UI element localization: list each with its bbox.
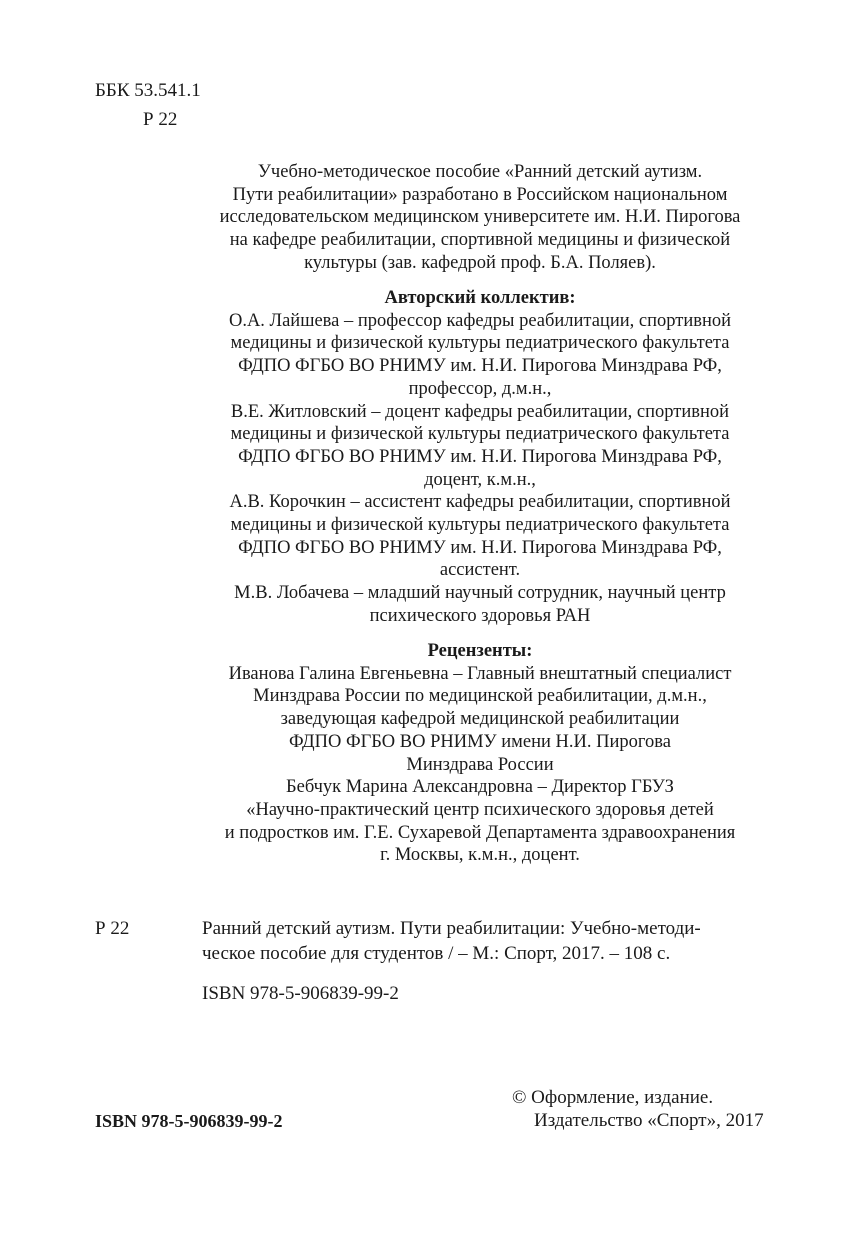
author-line: психического здоровья РАН xyxy=(369,605,591,626)
authors-heading: Авторский коллектив: xyxy=(384,288,576,308)
reviewer-line: Минздрава России xyxy=(406,754,554,775)
intro-line: исследовательском медицинском университете им. Н.И. Пирогова xyxy=(219,207,741,228)
author-line: М.В. Лобачева – младший научный сотрудник, научный центр xyxy=(234,583,726,604)
catalog-code: Р 22 xyxy=(95,918,130,939)
catalog-description-line: Ранний детский аутизм. Пути реабилитации: Учебно-методи- xyxy=(202,918,701,939)
author-line: В.Е. Житловский – доцент кафедры реабилитации, спортивной xyxy=(230,401,730,422)
footer-isbn: ISBN 978-5-906839-99-2 xyxy=(95,1111,283,1131)
author-line: медицины и физической культуры педиатрического факультета xyxy=(230,333,730,354)
author-line: О.А. Лайшева – профессор кафедры реабилитации, спортивной xyxy=(228,310,732,331)
author-sign-code: Р 22 xyxy=(143,109,178,130)
catalog-description-line: ческое пособие для студентов / – М.: Спорт, 2017. – 108 с. xyxy=(202,943,671,964)
copyright-line: © Оформление, издание. xyxy=(512,1087,714,1108)
reviewer-line: г. Москвы, к.м.н., доцент. xyxy=(380,845,580,866)
author-line: ФДПО ФГБО ВО РНИМУ им. Н.И. Пирогова Минздрава РФ, xyxy=(238,356,722,377)
reviewer-line: «Научно-практический центр психического здоровья детей xyxy=(246,799,714,820)
bbk-code: ББК 53.541.1 xyxy=(95,80,201,101)
author-line: ФДПО ФГБО ВО РНИМУ им. Н.И. Пирогова Минздрава РФ, xyxy=(238,446,722,467)
reviewer-line: заведующая кафедрой медицинской реабилитации xyxy=(280,709,680,730)
intro-line: Пути реабилитации» разработано в Российском национальном xyxy=(232,184,728,205)
author-line: А.В. Корочкин – ассистент кафедры реабилитации, спортивной xyxy=(229,492,731,513)
intro-line: Учебно-методическое пособие «Ранний детский аутизм. xyxy=(257,162,703,182)
author-line: профессор, д.м.н., xyxy=(408,378,552,399)
catalog-isbn: ISBN 978-5-906839-99-2 xyxy=(202,983,399,1004)
reviewer-line: Бебчук Марина Александровна – Директор ГБУЗ xyxy=(286,777,674,798)
publisher-line: Издательство «Спорт», 2017 xyxy=(534,1110,764,1131)
reviewer-line: Иванова Галина Евгеньевна – Главный внештатный специалист xyxy=(228,663,732,684)
intro-paragraph xyxy=(195,161,765,275)
reviewer-line: ФДПО ФГБО ВО РНИМУ имени Н.И. Пирогова xyxy=(289,731,671,752)
author-line: медицины и физической культуры педиатрического факультета xyxy=(230,424,730,445)
author-line: медицины и физической культуры педиатрического факультета xyxy=(230,515,730,536)
intro-line: культуры (зав. кафедрой проф. Б.А. Поляев). xyxy=(304,252,656,273)
author-line: ФДПО ФГБО ВО РНИМУ им. Н.И. Пирогова Минздрава РФ, xyxy=(238,537,722,558)
author-line: ассистент. xyxy=(439,560,521,581)
author-line: доцент, к.м.н., xyxy=(424,469,536,490)
intro-line: на кафедре реабилитации, спортивной медицины и физической xyxy=(229,230,731,251)
authors-section xyxy=(195,287,765,628)
reviewers-heading: Рецензенты: xyxy=(427,641,533,661)
reviewer-line: Минздрава России по медицинской реабилитации, д.м.н., xyxy=(253,686,707,707)
reviewers-section xyxy=(195,640,765,867)
reviewer-line: и подростков им. Г.Е. Сухаревой Департамента здравоохранения xyxy=(224,822,736,843)
